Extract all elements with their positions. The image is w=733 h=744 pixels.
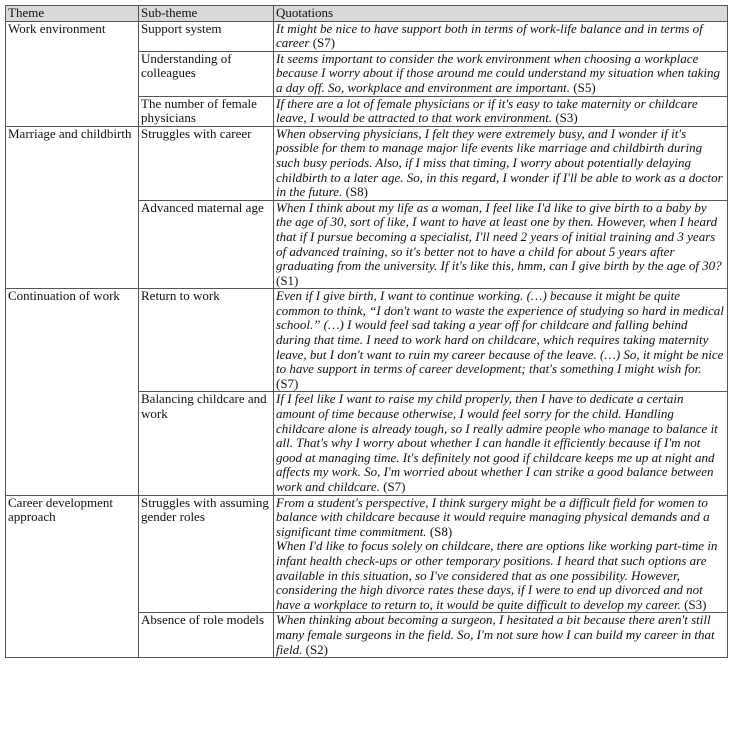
quote-source: (S7) xyxy=(379,479,406,494)
sub-theme-cell: Absence of role models xyxy=(139,613,274,658)
quote-text: When observing physicians, I felt they were extremely busy, and I wonder if it's possible for them to manage major life events like marriage and childbirth during such busy periods. Also, if I miss that timing, I worry about potentially delaying childbirth to a later age. So, in this regard, I wonder if I'll be able to work as a doctor in the future. xyxy=(276,125,723,200)
theme-cell: Work environment xyxy=(6,21,139,126)
quotation-cell xyxy=(274,200,728,289)
quote-source: (S5) xyxy=(570,79,596,95)
quotation-cell xyxy=(274,495,728,613)
quote-text: If there are a lot of female physicians or if it's easy to take maternity or childcare leave, I would be attracted to that work environment. xyxy=(276,95,698,126)
table-row xyxy=(6,289,728,392)
quote-source: (S8) xyxy=(426,523,453,539)
quote-source: (S3) xyxy=(552,110,578,126)
quote-source: (S3) xyxy=(680,596,707,612)
table-row xyxy=(6,126,728,200)
quotation-cell xyxy=(274,96,728,126)
theme-cell: Marriage and childbirth xyxy=(6,126,139,289)
header-quotations: Quotations xyxy=(274,6,728,22)
quotation-cell xyxy=(274,613,728,658)
quotation-cell xyxy=(274,289,728,392)
theme-cell: Career development approach xyxy=(6,495,139,658)
header-sub-theme: Sub-theme xyxy=(139,6,274,22)
quote xyxy=(276,496,725,540)
sub-theme-cell: Understanding of colleagues xyxy=(139,51,274,96)
sub-theme-cell: Advanced maternal age xyxy=(139,200,274,289)
sub-theme-cell: Return to work xyxy=(139,289,274,392)
sub-theme-cell: Balancing childcare and work xyxy=(139,392,274,495)
quote-source: (S1) xyxy=(276,272,299,288)
quotation-cell xyxy=(274,392,728,495)
quote-text: It seems important to consider the work environment when choosing a workplace because I worry about if those around me could understand my situation when taking a day off. So, workplace and environment are important. xyxy=(276,50,720,95)
quote-text: When thinking about becoming a surgeon, I hesitated a bit because there aren't still many female surgeons in the field. So, I'm not sure how I can build my career in that field. xyxy=(276,612,715,657)
quote-text: Even if I give birth, I want to continue working. (…) because it might be quite common to think, “I don't want to waste the experience of studying so hard in medical school.” (…) I would feel sad taking a year off for childcare and falling behind during that time. I need to work hard on childcare, which requires taking maternity leave, but I don't want to ruin my career because of the leave. (…) So, it might be nice to have support in terms of career development; that's something I might wish for. xyxy=(276,288,724,377)
quote-text: If I feel like I want to raise my child properly, then I have to dedicate a certain amount of time because otherwise, I would feel sorry for the child. Handling childcare alone is already tough, so I really admire people who manage to balance it all. That's why I worry about whether I can handle it efficiently because if I'm not good at managing time. It's definitely not good if childcare keeps me up at night and affects my work. So, I'm worried about whether I can strike a good balance between work and childcare. xyxy=(276,391,718,494)
sub-theme-cell: Struggles with career xyxy=(139,126,274,200)
quote-source: (S7) xyxy=(309,35,336,51)
table-row xyxy=(6,495,728,613)
quote xyxy=(276,539,725,612)
quote-text: It might be nice to have support both in terms of work-life balance and in terms of career xyxy=(276,20,703,51)
theme-cell: Continuation of work xyxy=(6,289,139,495)
quote-source: (S8) xyxy=(342,184,368,200)
themes-table xyxy=(5,5,728,658)
header-row xyxy=(6,6,728,22)
header-theme: Theme xyxy=(6,6,139,22)
quote-text: From a student's perspective, I think surgery might be a difficult field for women to balance with childcare because it would require managing physical demands and a significant time commitment. xyxy=(276,494,710,539)
quotation-cell xyxy=(274,21,728,51)
sub-theme-cell: Struggles with assuming gender roles xyxy=(139,495,274,613)
quote-source: (S2) xyxy=(302,641,328,657)
quote-text: When I think about my life as a woman, I feel like I'd like to give birth to a baby by the age of 30, sort of like, I want to have at least one by then. However, when I heard that if I pursue becoming a specialist, I'll need 2 years of initial training and 3 years of advanced training, so it's better not to have a child for about 5 years after graduating from the university. If it's like this, hmm, can I give birth by the age of 30? xyxy=(276,199,722,274)
quote-text: When I'd like to focus solely on childcare, there are options like working part-time in infant health check-ups or other temporary positions. I heard that such options are available in this situation, so I've considered that as one possibility. However, considering the high divorce rates these days, if I were to end up divorced and not have a workplace to return to, it would be quite difficult to develop my career. xyxy=(276,538,718,612)
sub-theme-cell: Support system xyxy=(139,21,274,51)
quotation-cell xyxy=(274,126,728,200)
sub-theme-cell: The number of female physicians xyxy=(139,96,274,126)
quote-source: (S7) xyxy=(276,375,299,391)
quotation-cell xyxy=(274,51,728,96)
table-row xyxy=(6,21,728,51)
